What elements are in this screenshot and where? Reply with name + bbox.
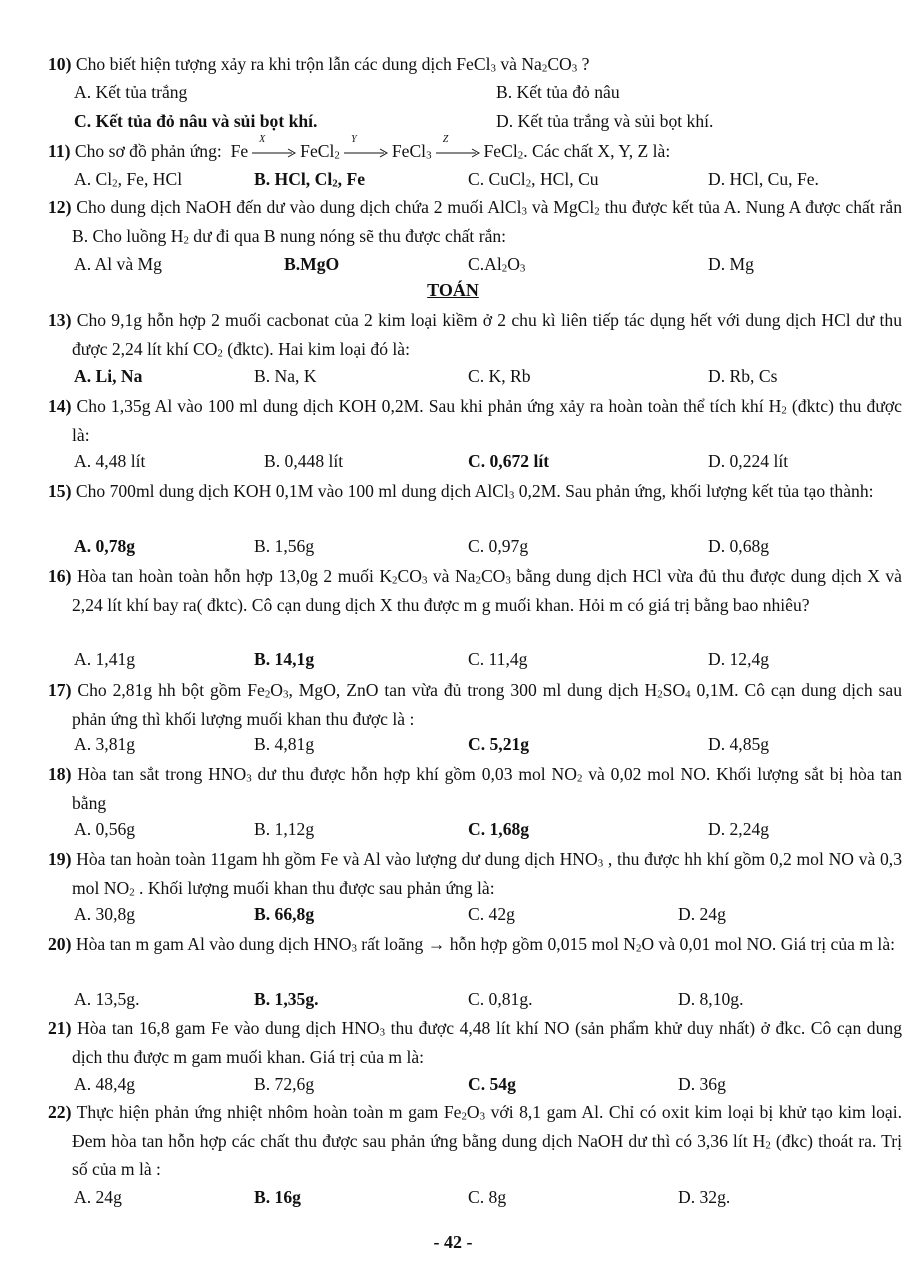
page-number: - 42 - (433, 1232, 473, 1252)
option-a[interactable]: A. 0,56g (74, 819, 136, 839)
option-d[interactable]: D. 24g (678, 904, 726, 924)
option-d[interactable]: D. 4,85g (708, 734, 770, 754)
option-a[interactable]: A. 13,5g. (74, 989, 140, 1009)
question-number: 22) (48, 1102, 72, 1122)
question-19 (48, 845, 902, 902)
option-d[interactable]: D. Kết tủa trắng và sủi bọt khí. (496, 111, 714, 131)
question-text: Thực hiện phản ứng nhiệt nhôm hoàn toàn m gam $Fe_2O_3$ với 8,1 gam Al. Chỉ có oxit kim loại bị khử tạo kim loại. Đem hòa tan hỗn hợp các chất thu được sau phản ứng bằng dung dịch NaOH dư thì có 3,36 lít $H_2$ (đkc) thoát ra. Trị số của m là : (72, 1102, 902, 1179)
option-a[interactable]: A. Kết tủa trắng (74, 82, 188, 102)
options-row (74, 900, 884, 928)
options-row (74, 645, 884, 673)
option-c[interactable]: C. 8g (468, 1187, 507, 1207)
option-c[interactable]: C. 11,4g (468, 649, 528, 669)
option-a[interactable]: A. 30,8g (74, 904, 136, 924)
question-15 (48, 477, 902, 506)
question-16 (48, 562, 902, 619)
option-d[interactable]: D. 2,24g (708, 819, 770, 839)
option-d[interactable]: D. 0,224 lít (708, 451, 789, 471)
question-21 (48, 1014, 902, 1071)
question-10 (48, 50, 902, 79)
options-row (74, 532, 884, 560)
option-d[interactable]: D. HCl, Cu, Fe. (708, 169, 819, 189)
section-title: TOÁN (427, 280, 479, 300)
option-c[interactable]: $C.Al_2O_3$ (468, 254, 526, 275)
question-number: 17) (48, 680, 72, 700)
option-d[interactable]: D. 32g. (678, 1187, 731, 1207)
question-number: 21) (48, 1018, 72, 1038)
options-row (74, 78, 884, 106)
question-13 (48, 306, 902, 363)
question-number: 15) (48, 481, 72, 501)
option-a[interactable]: A. 3,81g (74, 734, 136, 754)
question-number: 12) (48, 197, 72, 217)
question-number: 16) (48, 566, 72, 586)
question-22 (48, 1098, 902, 1184)
question-20 (48, 930, 902, 959)
option-b[interactable]: B. Kết tủa đỏ nâu (496, 82, 620, 102)
options-row (74, 447, 884, 475)
option-c[interactable]: C. K, Rb (468, 366, 531, 386)
options-row (74, 815, 884, 843)
option-c[interactable]: C. CuCl$_2$, HCl, Cu (468, 169, 599, 190)
question-text: Cho 1,35g Al vào 100 ml dung dịch KOH 0,2M. Sau khi phản ứng xảy ra hoàn toàn thể tích khí $H_2$ (đktc) thu được là: (72, 396, 902, 445)
question-18 (48, 760, 902, 817)
question-text: Hòa tan hoàn toàn hỗn hợp 13,0g 2 muối $K_2CO_3$ và $Na_2CO_3$ bằng dung dịch HCl vừa đủ thu được dung dịch X và 2,24 lít khí bay ra( đktc). Cô cạn dung dịch X thu được m g muối khan. Hỏi m có giá trị bằng bao nhiêu? (72, 566, 902, 615)
question-text: Hòa tan 16,8 gam Fe vào dung dịch $HNO_3$ thu được 4,48 lít khí NO (sản phẩm khử duy nhất) ở đkc. Cô cạn dung dịch thu được m gam muối khan. Giá trị của m là: (72, 1018, 902, 1067)
option-b[interactable]: B. 1,12g (254, 819, 315, 839)
option-b[interactable]: B. 14,1g (254, 649, 315, 669)
question-number: 10) (48, 54, 72, 74)
option-b[interactable]: B. 4,81g (254, 734, 315, 754)
option-b[interactable]: B. 66,8g (254, 904, 315, 924)
options-row (74, 107, 884, 135)
option-b[interactable]: B. 16g (254, 1187, 301, 1207)
options-row (74, 165, 884, 193)
reaction-arrow: X (252, 146, 296, 160)
option-c[interactable]: C. 0,672 lít (468, 451, 550, 471)
question-11 (48, 133, 902, 166)
question-text: Hòa tan hoàn toàn 11gam hh gồm Fe và Al vào lượng dư dung dịch $HNO_3$ , thu được hh khí gồm 0,2 mol NO và 0,3 mol $NO_2$ . Khối lượng muối khan thu được sau phản ứng là: (72, 849, 902, 899)
question-number: 19) (48, 849, 72, 869)
option-c[interactable]: C. 0,97g (468, 536, 529, 556)
reaction-arrow: Z (436, 146, 480, 160)
option-c[interactable]: C. 1,68g (468, 819, 530, 839)
question-text: Cho 9,1g hỗn hợp 2 muối cacbonat của 2 kim loại kiềm ở 2 chu kì liên tiếp tác dụng hết với dung dịch HCl dư thu được 2,24 lít khí $CO_2$ (đktc). Hai kim loại đó là: (72, 310, 903, 360)
option-b[interactable]: B. 72,6g (254, 1074, 315, 1094)
options-row (74, 730, 884, 758)
question-number: 20) (48, 934, 72, 954)
option-c[interactable]: C. Kết tủa đỏ nâu và sủi bọt khí. (74, 111, 318, 131)
option-b[interactable]: B. 1,35g. (254, 989, 319, 1009)
option-c[interactable]: C. 5,21g (468, 734, 530, 754)
option-a[interactable]: A. Li, Na (74, 366, 143, 386)
option-c[interactable]: C. 54g (468, 1074, 516, 1094)
options-row (74, 985, 884, 1013)
option-d[interactable]: D. 12,4g (708, 649, 770, 669)
question-text: Cho biết hiện tượng xảy ra khi trộn lẫn các dung dịch FeCl$_3$ và $Na_2CO_3$ ? (75, 54, 590, 75)
option-b[interactable]: B. 0,448 lít (264, 451, 344, 471)
options-row (74, 250, 884, 278)
question-12 (48, 193, 902, 250)
option-c[interactable]: C. 0,81g. (468, 989, 533, 1009)
options-row (74, 362, 884, 390)
option-a[interactable]: A. 1,41g (74, 649, 136, 669)
option-b[interactable]: B. Na, K (254, 366, 317, 386)
option-a[interactable]: A. $Cl_2$, Fe, HCl (74, 169, 183, 190)
option-d[interactable]: D. Rb, Cs (708, 366, 778, 386)
question-number: 18) (48, 764, 72, 784)
option-d[interactable]: D. 8,10g. (678, 989, 744, 1009)
question-text: Hòa tan m gam Al vào dung dịch $HNO_3$ rất loãng → hỗn hợp gồm 0,015 mol $N_2O$ và 0,01 mol NO. Giá trị của m là: (75, 934, 896, 955)
question-text: Cho dung dịch NaOH đến dư vào dung dịch chứa 2 muối AlCl$_3$ và MgCl$_2$ thu được kết tủa A. Nung A được chất rắn B. Cho luồng $H_2$ dư đi qua B nung nóng sẽ thu được chất rắn: (72, 197, 902, 247)
option-b[interactable]: B. 1,56g (254, 536, 315, 556)
question-17 (48, 676, 902, 733)
option-c[interactable]: C. 42g (468, 904, 515, 924)
option-a[interactable]: A. 0,78g (74, 536, 136, 556)
option-d[interactable]: D. 36g (678, 1074, 726, 1094)
option-b[interactable]: B.MgO (284, 254, 340, 274)
question-number: 14) (48, 396, 72, 416)
question-text: Cho 700ml dung dịch KOH 0,1M vào 100 ml dung dịch AlCl$_3$ 0,2M. Sau phản ứng, khối lượng kết tủa tạo thành: (75, 481, 874, 502)
question-text: Cho sơ đồ phản ứng: Fe X FeCl$_2$ Y FeCl$_3$ Z FeCl$_2$. Các chất X, Y, Z là: (74, 133, 671, 162)
question-14 (48, 392, 902, 449)
option-d[interactable]: D. 0,68g (708, 536, 770, 556)
reaction-arrow: Y (344, 146, 388, 160)
options-row (74, 1070, 884, 1098)
options-row (74, 1183, 884, 1211)
option-a[interactable]: A. 48,4g (74, 1074, 136, 1094)
question-number: 13) (48, 310, 72, 330)
option-b[interactable]: B. HCl, $Cl_2$, Fe (254, 169, 366, 190)
question-text: Cho 2,81g hh bột gồm $Fe_2O_3$, MgO, ZnO tan vừa đủ trong 300 ml dung dịch $H_2SO_4$ 0,1M. Cô cạn dung dịch sau phản ứng thì khối lượng muối khan thu được là : (72, 680, 903, 729)
option-d[interactable]: D. Mg (708, 254, 754, 274)
option-a[interactable]: A. Al và Mg (74, 254, 162, 274)
option-a[interactable]: A. 24g (74, 1187, 122, 1207)
question-text: Hòa tan sắt trong $HNO_3$ dư thu được hỗn hợp khí gồm 0,03 mol $NO_2$ và 0,02 mol NO. Khối lượng sắt bị hòa tan bằng (72, 764, 902, 813)
option-a[interactable]: A. 4,48 lít (74, 451, 146, 471)
question-number: 11) (48, 141, 71, 161)
